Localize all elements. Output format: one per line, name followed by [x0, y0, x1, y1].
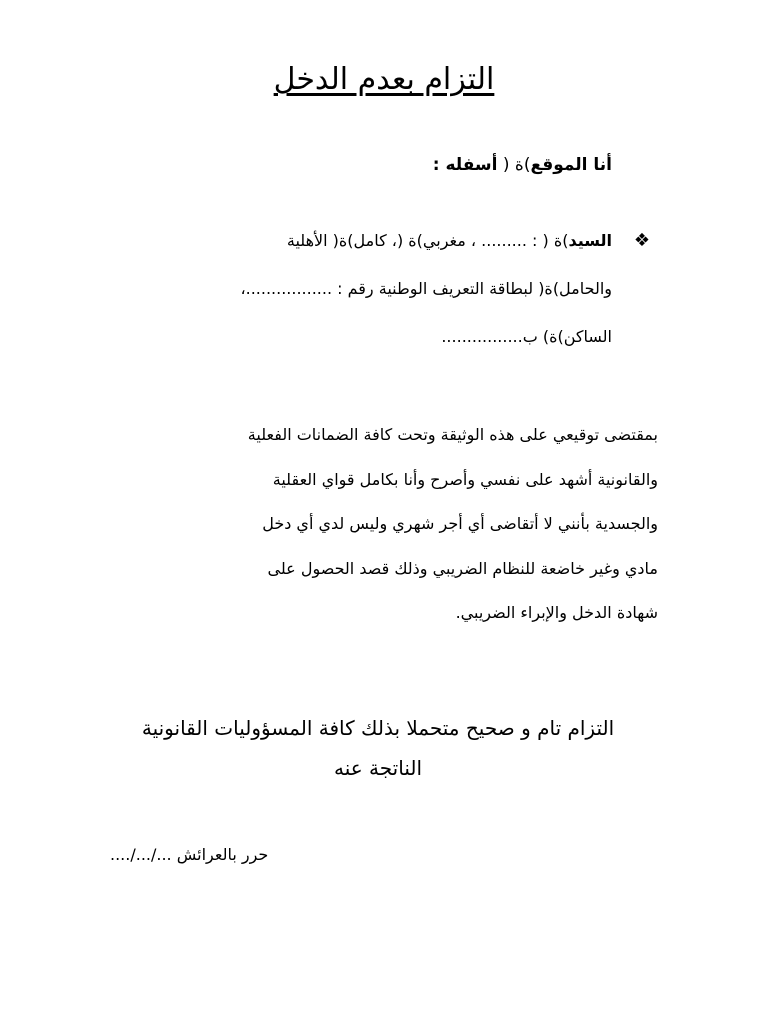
intro-gender-suffix: )ة (: [497, 155, 531, 175]
signoff-place-date: حرر بالعرائش .../.../....: [110, 845, 269, 864]
document-title: التزام بعدم الدخل: [273, 62, 495, 97]
declaration-line: مادي وغير خاضعة للنظام الضريبي وذلك قصد الحصول على: [267, 558, 658, 578]
declaration-paragraph: [98, 418, 658, 641]
intro-line: [172, 150, 612, 180]
declaration-line: بمقتضى توقيعي على هذه الوثيقة وتحت كافة الضمانات الفعلية: [247, 425, 658, 444]
declaration-line: شهادة الدخل والإبراء الضريبي.: [455, 603, 658, 622]
person-id-line: والحامل)ة( لبطاقة التعريف الوطنية رقم : .................،: [240, 279, 612, 298]
intro-below-label: أسفله :: [432, 155, 498, 175]
person-name-line: [142, 226, 612, 274]
intro-signatory-label: أنا الموقع: [530, 155, 612, 175]
declaration-line: والقانونية أشهد على نفسي وأصرح وأنا بكامل قواي العقلية: [272, 469, 658, 489]
diamond-bullet-icon: ❖: [633, 230, 651, 251]
declaration-line: والجسدية بأنني لا أتقاضى أي أجر شهري وليس لدي أي دخل: [262, 514, 658, 533]
person-title-label: السيد: [568, 231, 612, 250]
person-details: [142, 226, 612, 370]
commitment-line-2: الناتجة عنه: [333, 756, 423, 780]
commitment-statement: [98, 708, 658, 788]
commitment-line-1: التزام تام و صحيح متحملا بذلك كافة المسؤوليات القانونية: [141, 716, 615, 740]
person-name-fields: )ة ( : ......... ، مغربي)ة (، كامل)ة( الأهلية: [286, 231, 569, 250]
person-address-line: الساكن)ة) ب................: [441, 327, 612, 346]
